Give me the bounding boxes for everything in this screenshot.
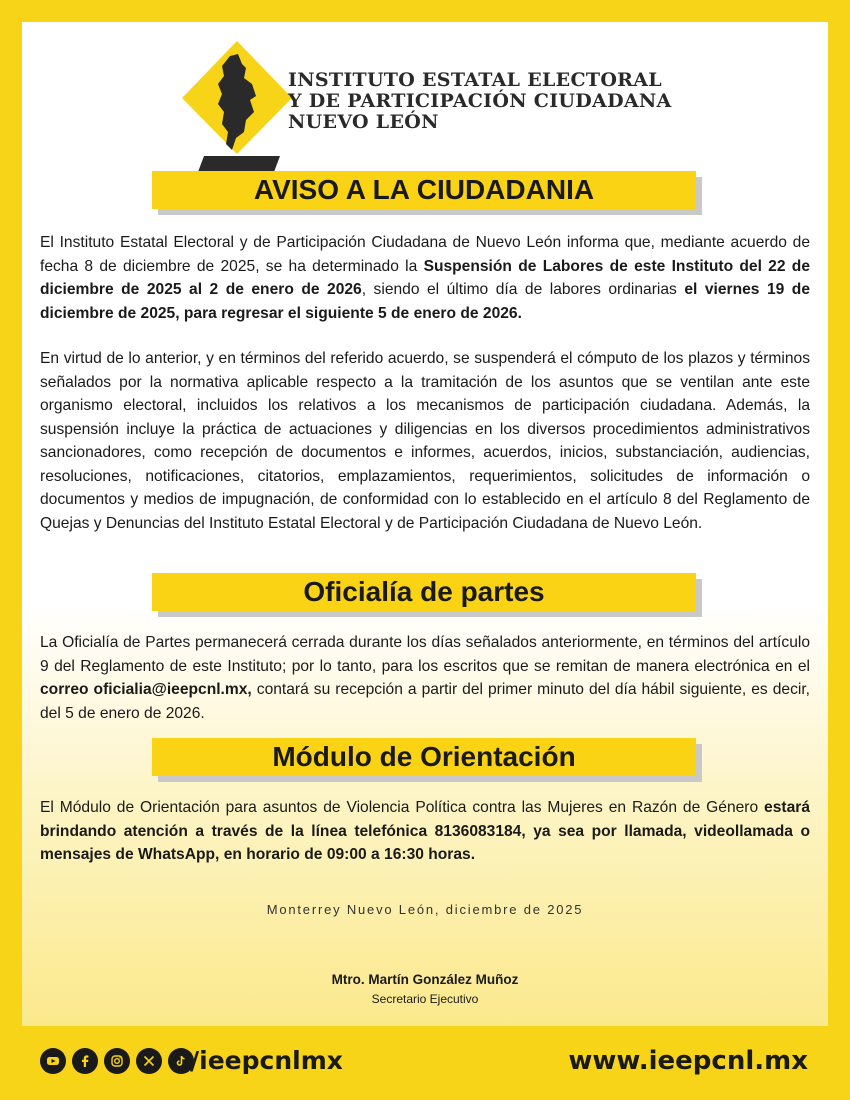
institution-logo-icon — [182, 34, 292, 174]
section-banner-modulo — [152, 738, 696, 776]
text-run-bold: estará brindando atención a través de la línea telefónica 8136083184, ya sea por llamada, videollamada o mensajes de WhatsApp, en horario de 09:00 a 16:30 horas. — [40, 799, 810, 863]
section-title: Oficialía de partes — [152, 573, 696, 611]
notice-content — [22, 22, 828, 1026]
institution-name — [288, 70, 672, 133]
text-run: El Instituto Estatal Electoral y de Participación Ciudadana de Nuevo León informa que, mediante acuerdo de fecha 8 de diciembre de 2025, se ha determinado la — [40, 234, 810, 275]
social-icons — [40, 1048, 194, 1074]
section-title: Módulo de Orientación — [152, 738, 696, 776]
signer-role: Secretario Ejecutivo — [371, 992, 479, 1006]
website-link[interactable]: www.ieepcnl.mx — [568, 1046, 808, 1076]
institution-line: INSTITUTO ESTATAL ELECTORAL — [288, 69, 662, 91]
text-run: contará su recepción a partir del primer minuto del día hábil siguiente, es decir, del 5 de enero de 2026. — [40, 681, 810, 722]
social-handle[interactable]: /ieepcnlmx — [190, 1046, 343, 1075]
youtube-icon[interactable] — [40, 1048, 66, 1074]
footer — [0, 1026, 850, 1100]
place-date: Monterrey Nuevo León, diciembre de 2025 — [266, 902, 584, 917]
modulo-paragraph — [40, 796, 810, 867]
section-banner-oficialia — [152, 573, 696, 611]
signer-name: Mtro. Martín González Muñoz — [331, 972, 519, 987]
aviso-paragraph-2: En virtud de lo anterior, y en términos del referido acuerdo, se suspenderá el cómputo de los plazos y términos señalados por la normativa aplicable respecto a la tramitación de los asuntos que se ventilan ante este organismo electoral, incluidos los relativos a los mecanismos de participación ciudadana. Además, la suspensión incluye la práctica de actuaciones y diligencias en los diversos procedimientos administrativos sancionadores, como recepción de documentos e informes, acuerdos, inicios, substanciación, audiencias, resoluciones, notificaciones, citatorios, emplazamientos, requerimientos, solicitudes de información o documentos y medios de impugnación, de conformidad con lo establecido en el artículo 8 del Reglamento de Quejas y Denuncias del Instituto Estatal Electoral y de Participación Ciudadana de Nuevo León. — [40, 350, 810, 532]
aviso-paragraph-1 — [40, 231, 810, 325]
text-run-bold: Suspensión de Labores de este Instituto del 22 de diciembre de 2025 al 2 de enero de 2026 — [40, 257, 811, 298]
text-run: , siendo el último día de labores ordinarias — [361, 281, 685, 298]
oficialia-paragraph — [40, 631, 810, 725]
text-run: El Módulo de Orientación para asuntos de Violencia Política contra las Mujeres en Razón de Género — [40, 799, 765, 816]
facebook-icon[interactable] — [72, 1048, 98, 1074]
institution-line: NUEVO LEÓN — [288, 111, 439, 133]
email-text: correo oficialia@ieepcnl.mx, — [40, 681, 252, 698]
section-banner-aviso — [152, 171, 696, 209]
x-icon[interactable] — [136, 1048, 162, 1074]
header — [182, 34, 742, 174]
text-run-bold: el viernes 19 de diciembre de 2025, para regresar el siguiente 5 de enero de 2026. — [40, 281, 810, 322]
instagram-icon[interactable] — [104, 1048, 130, 1074]
section-title: AVISO A LA CIUDADANIA — [152, 171, 696, 209]
institution-line: Y DE PARTICIPACIÓN CIUDADANA — [288, 90, 672, 112]
text-run: La Oficialía de Partes permanecerá cerrada durante los días señalados anteriormente, en términos del artículo 9 del Reglamento de este Instituto; por lo tanto, para los escritos que se remitan de manera electrónica en el — [40, 634, 810, 675]
